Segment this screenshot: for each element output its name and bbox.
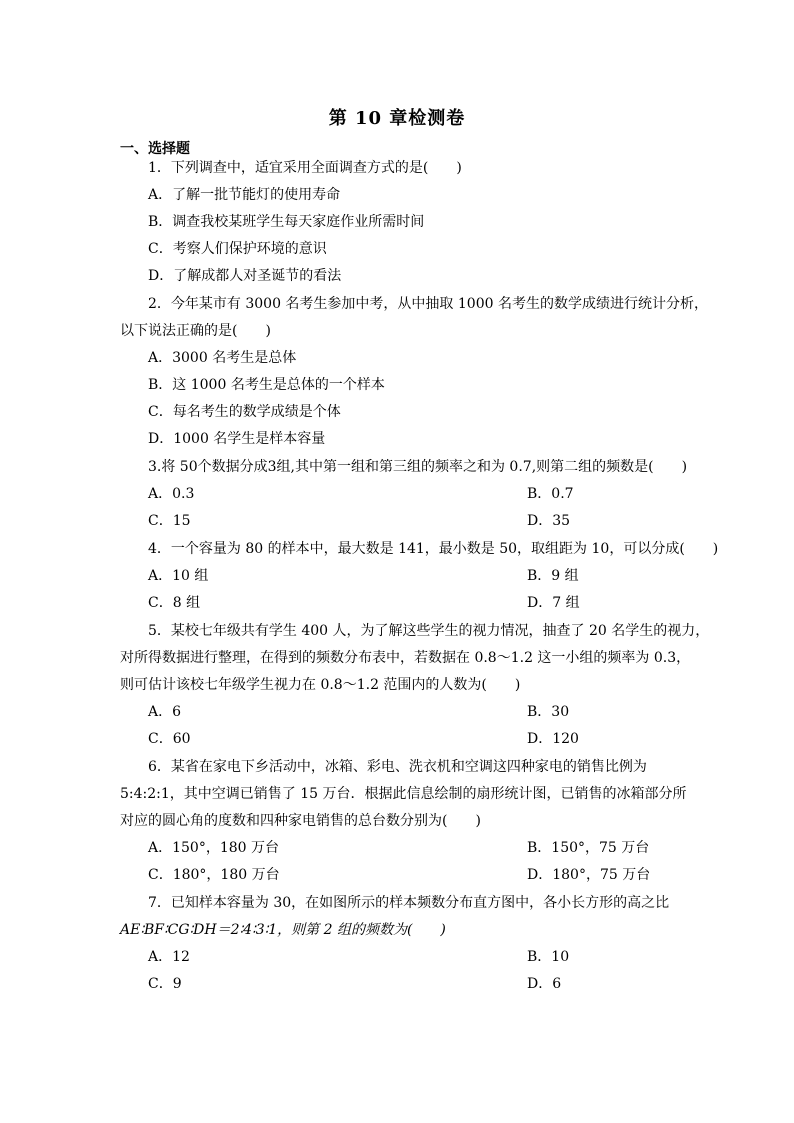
question-3-option-c: C．15 [148, 513, 191, 529]
question-5-option-b: B．30 [527, 704, 570, 720]
question-4-option-a: A．10 组 [148, 568, 209, 584]
question-1-option-d: D．了解成都人对圣诞节的看法 [148, 268, 342, 284]
question-6-stem-line-1: 6．某省在家电下乡活动中，冰箱、彩电、洗衣机和空调这四种家电的销售比例为 [148, 759, 647, 775]
question-1-stem: 1．下列调查中，适宜采用全面调查方式的是( ) [148, 160, 462, 176]
question-5-stem-line-2: 对所得数据进行整理，在得到的频数分布表中，若数据在 0.8～1.2 这一小组的频率为 0.3， [120, 650, 691, 666]
question-7-option-d: D．6 [527, 976, 562, 992]
question-6-stem-line-2: 5:4:2:1，其中空调已销售了 15 万台．根据此信息绘制的扇形统计图，已销售的冰箱部分所 [120, 786, 687, 802]
question-4-option-c: C．8 组 [148, 595, 201, 611]
question-7-stem-line-2: AE∶BF∶CG∶DH＝2∶4∶3∶1，则第 2 组的频数为( ) [120, 922, 446, 938]
question-3-option-a: A．0.3 [148, 486, 195, 502]
section-heading: 一、选择题 [120, 141, 190, 157]
question-7-option-a: A．12 [148, 949, 190, 965]
question-2-option-c: C．每名考生的数学成绩是个体 [148, 404, 341, 420]
question-5-option-a: A．6 [148, 704, 182, 720]
question-5-stem-line-1: 5．某校七年级共有学生 400 人，为了解这些学生的视力情况，抽查了 20 名学生的视力， [148, 623, 710, 639]
question-6-option-b: B．150°，75 万台 [527, 840, 650, 856]
question-2-option-d: D．1000 名学生是样本容量 [148, 431, 326, 447]
question-2-stem-line-1: 2．今年某市有 3000 名考生参加中考，从中抽取 1000 名考生的数学成绩进行统计分析， [148, 296, 708, 312]
question-2-stem-line-2: 以下说法正确的是( ) [120, 323, 271, 339]
page-title: 第 10 章检测卷 [328, 108, 466, 129]
question-3-stem: 3.将 50个数据分成3组,其中第一组和第三组的频率之和为 0.7,则第二组的频数是( ) [148, 459, 688, 475]
question-7-stem-line-1: 7．已知样本容量为 30，在如图所示的样本频数分布直方图中，各小长方形的高之比 [148, 895, 670, 911]
question-4-stem: 4．一个容量为 80 的样本中，最大数是 141，最小数是 50，取组距为 10，可以分成( ) [148, 541, 719, 557]
question-3-option-d: D．35 [527, 513, 571, 529]
question-6-option-d: D．180°，75 万台 [527, 867, 651, 883]
question-2-option-a: A．3000 名考生是总体 [148, 350, 297, 366]
question-7-option-c: C．9 [148, 976, 182, 992]
question-1-option-a: A．了解一批节能灯的使用寿命 [148, 187, 341, 203]
question-6-stem-line-3: 对应的圆心角的度数和四种家电销售的总台数分别为( ) [120, 813, 481, 829]
question-4-option-d: D．7 组 [527, 595, 580, 611]
question-6-option-c: C．180°，180 万台 [148, 867, 280, 883]
question-7-option-b: B．10 [527, 949, 570, 965]
question-1-option-c: C．考察人们保护环境的意识 [148, 241, 327, 257]
question-5-stem-line-3: 则可估计该校七年级学生视力在 0.8～1.2 范围内的人数为( ) [120, 677, 521, 693]
question-5-option-d: D．120 [527, 731, 579, 747]
question-3-option-b: B．0.7 [527, 486, 574, 502]
question-6-option-a: A．150°，180 万台 [148, 840, 280, 856]
question-4-option-b: B．9 组 [527, 568, 579, 584]
question-1-option-b: B．调查我校某班学生每天家庭作业所需时间 [148, 214, 425, 230]
question-2-option-b: B．这 1000 名考生是总体的一个样本 [148, 377, 385, 393]
question-5-option-c: C．60 [148, 731, 191, 747]
